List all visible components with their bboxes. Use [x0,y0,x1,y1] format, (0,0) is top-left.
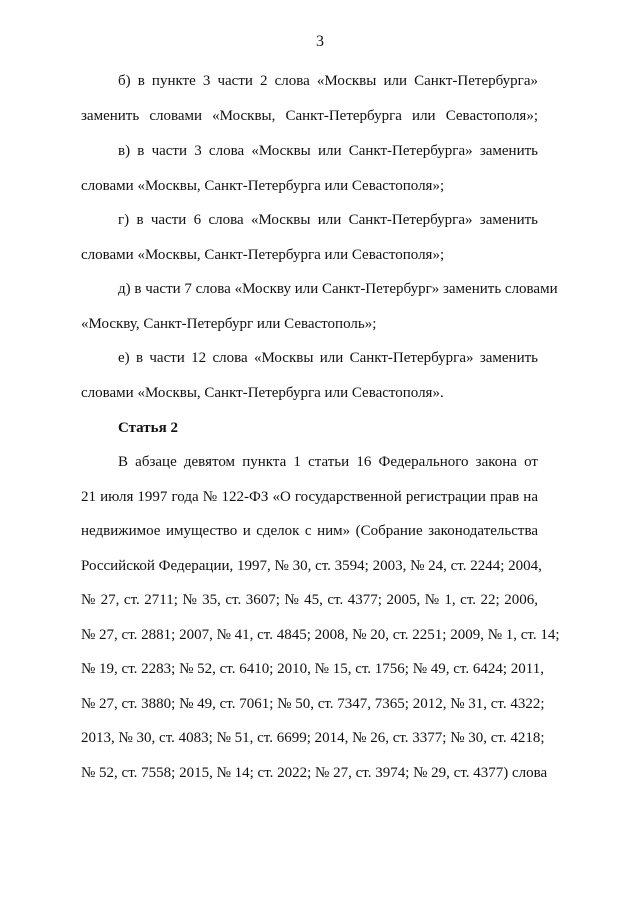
text-line: г) в части 6 слова «Москвы или Санкт-Петербурга» заменить [118,212,538,228]
text-line: 21 июля 1997 года № 122-ФЗ «О государственной регистрации прав на [81,489,538,505]
text-line: б) в пункте 3 части 2 слова «Москвы или Санкт-Петербурга» [118,73,538,89]
text-line: 2013, № 30, ст. 4083; № 51, ст. 6699; 2014, № 26, ст. 3377; № 30, ст. 4218; [81,730,545,746]
text-line: словами «Москвы, Санкт-Петербурга или Севастополя»; [81,178,445,194]
section-heading: Статья 2 [118,420,178,436]
text-line: В абзаце девятом пункта 1 статьи 16 Федерального закона от [118,454,538,470]
text-line: е) в части 12 слова «Москвы или Санкт-Петербурга» заменить [118,350,538,366]
text-line: заменить словами «Москвы, Санкт-Петербурга или Севастополя»; [81,108,538,124]
text-line: словами «Москвы, Санкт-Петербурга или Севастополя»; [81,247,445,263]
text-line: в) в части 3 слова «Москвы или Санкт-Петербурга» заменить [118,143,538,159]
text-line: д) в части 7 слова «Москву или Санкт-Петербург» заменить словами [118,281,558,297]
text-line: № 27, ст. 2711; № 35, ст. 3607; № 45, ст. 4377; 2005, № 1, ст. 22; 2006, [81,592,538,608]
text-line: «Москву, Санкт-Петербург или Севастополь»; [81,316,377,332]
text-line: № 52, ст. 7558; 2015, № 14; ст. 2022; № 27, ст. 3974; № 29, ст. 4377) слова [81,765,548,781]
text-line: № 27, ст. 3880; № 49, ст. 7061; № 50, ст. 7347, 7365; 2012, № 31, ст. 4322; [81,696,545,712]
page-number: 3 [316,33,324,50]
text-line: Российской Федерации, 1997, № 30, ст. 3594; 2003, № 24, ст. 2244; 2004, [81,558,542,574]
text-line: № 19, ст. 2283; № 52, ст. 6410; 2010, № 15, ст. 1756; № 49, ст. 6424; 2011, [81,661,544,677]
text-line: недвижимое имущество и сделок с ним» (Собрание законодательства [81,523,538,539]
text-line: словами «Москвы, Санкт-Петербурга или Севастополя». [81,385,444,401]
text-line: № 27, ст. 2881; 2007, № 41, ст. 4845; 2008, № 20, ст. 2251; 2009, № 1, ст. 14; [81,627,560,643]
